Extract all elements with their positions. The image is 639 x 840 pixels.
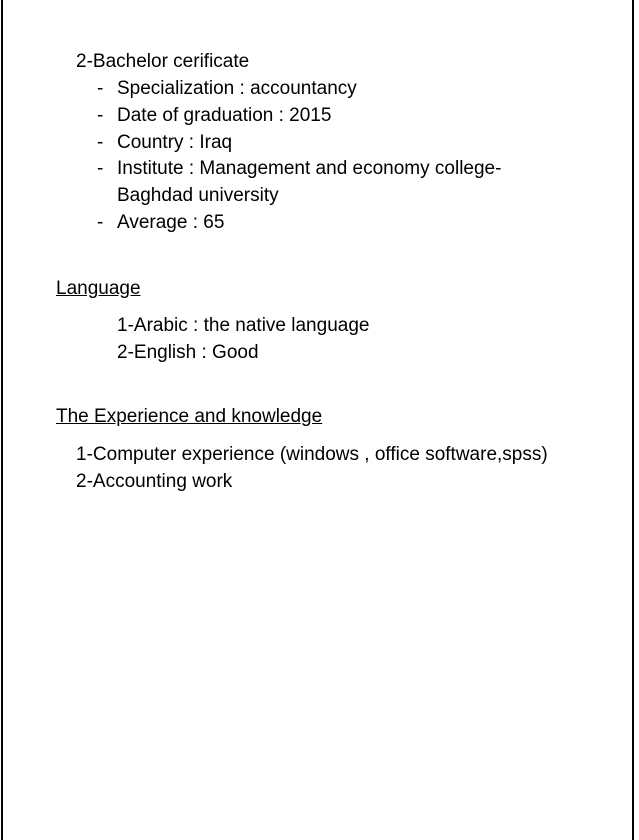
experience-heading: The Experience and knowledge <box>56 406 323 427</box>
detail-country: Country : Iraq <box>117 132 233 153</box>
education-item-number: 2- <box>76 51 93 72</box>
detail-institute: Institute : Management and economy college- <box>117 158 502 179</box>
experience-item <box>76 471 232 493</box>
language-heading: Language <box>56 278 141 299</box>
experience-item-text: Computer experience (windows , office software,spss) <box>92 444 548 465</box>
detail-graduation-date: Date of graduation : 2015 <box>117 105 332 126</box>
language-item <box>117 315 369 337</box>
language-item-number: 1- <box>117 315 134 336</box>
language-item-number: 2- <box>117 342 134 363</box>
bullet-dash: - <box>97 158 104 179</box>
detail-institute-continued: Baghdad university <box>117 185 279 206</box>
experience-item-text: Accounting work <box>92 471 233 492</box>
bullet-dash: - <box>97 212 104 233</box>
detail-specialization: Specialization : accountancy <box>117 78 357 99</box>
experience-item <box>76 444 548 466</box>
education-item <box>76 51 249 73</box>
bullet-dash: - <box>97 105 104 126</box>
experience-item-number: 1- <box>76 444 93 465</box>
bullet-dash: - <box>97 78 104 99</box>
document-page <box>1 0 634 840</box>
education-item-title: Bachelor cerificate <box>92 51 250 72</box>
bullet-dash: - <box>97 132 104 153</box>
detail-average: Average : 65 <box>117 212 225 233</box>
language-item <box>117 342 259 364</box>
experience-item-number: 2- <box>76 471 93 492</box>
language-item-text: English : Good <box>133 342 259 363</box>
language-item-text: Arabic : the native language <box>133 315 370 336</box>
